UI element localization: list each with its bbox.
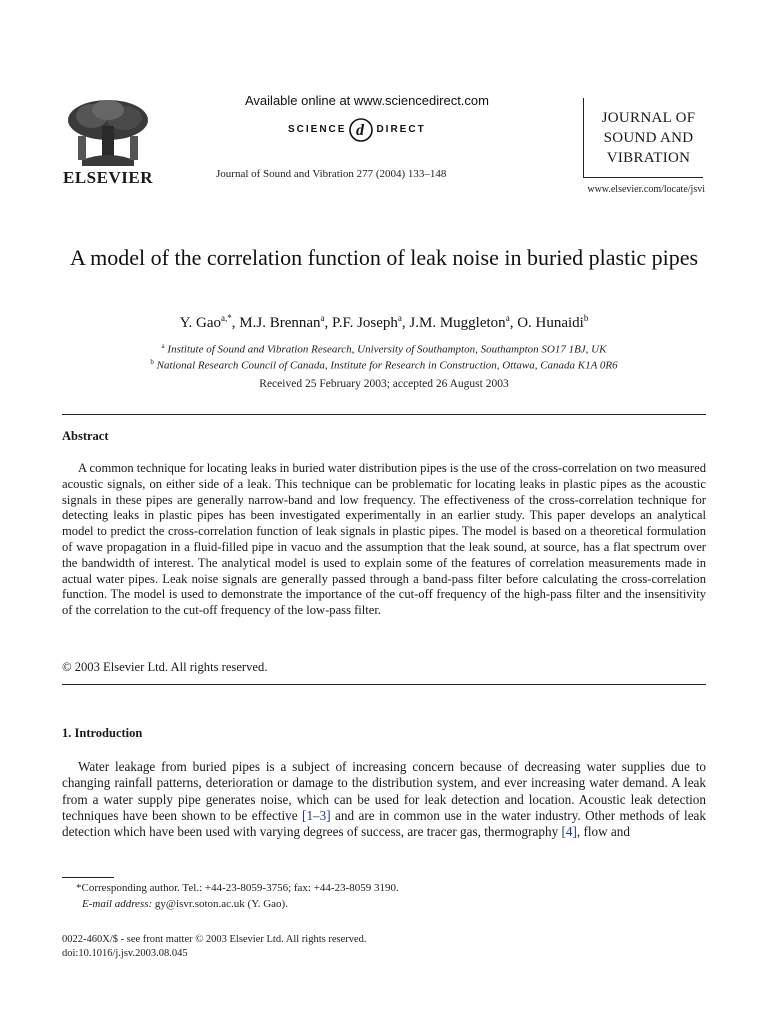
- svg-text:d: d: [356, 122, 367, 139]
- sd-left-text: SCIENCE: [288, 123, 347, 135]
- email-note: [62, 898, 706, 910]
- corresponding-author-note: *Corresponding author. Tel.: +44-23-8059-3756; fax: +44-23-8059 3190.: [76, 882, 399, 894]
- author-name: M.J. Brennan: [239, 315, 321, 331]
- author-name: J.M. Muggleton: [409, 315, 506, 331]
- journal-url-link[interactable]: www.elsevier.com/locate/jsvi: [587, 184, 705, 195]
- citation-link[interactable]: [1–3]: [302, 807, 331, 823]
- affiliation-text: National Research Council of Canada, Institute for Research in Construction, Ottawa, Canada K1A 0R6: [156, 359, 618, 372]
- author-affil-mark: a: [320, 313, 325, 323]
- affiliation-b: [60, 358, 708, 372]
- affiliation-text: Institute of Sound and Vibration Research, University of Southampton, Southampton SO17 1BJ, UK: [167, 343, 607, 356]
- journal-title-line: SOUND AND: [603, 130, 694, 146]
- author-affil-mark: a: [505, 313, 510, 323]
- divider: [62, 414, 706, 415]
- introduction-body: [62, 759, 706, 840]
- journal-reference: Journal of Sound and Vibration 277 (2004) 133–148: [216, 168, 447, 180]
- abstract-text: A common technique for locating leaks in buried water distribution pipes is the use of the cross-correlation on two measured acoustic signals, on either side of a leak. This technique can be problematic for locating leaks in plastic pipes as the acoustic signals in these pipes are generally narrow-band and low frequency. The effectiveness of the cross-correlation technique for detecting leaks in plastic pipes has been investigated experimentally in an earlier study. This paper develops an analytical model to predict the cross-correlation function of leak signals in plastic pipes. The model is based on a theoretical formulation of wave propagation in a fluid-filled pipe in vacuo and the assumption that the leak sound, at source, has a flat spectrum over the bandwidth of interest. The analytical model is used to explain some of the features of correlation measurements made in actual water pipes. Leak noise signals are generally passed through a band-pass filter before calculating the cross-correlation function. The model is used to demonstrate the importance of the cut-off frequency of the high-pass filter and the insensitivity of the correlation to the cut-off frequency of the low-pass filter.: [62, 461, 706, 618]
- sciencedirect-at-icon: [348, 116, 374, 142]
- intro-text: Water leakage from buried pipes is a subject of increasing concern because of decreasing water supplies due to changing rainfall patterns, deterioration or damage to the distribution system, and ever increasing water demand. A leak from a water supply pipe generates noise, which can be used for leak detection and location. Acoustic leak detection techniques have been shown to be effective: [62, 759, 706, 823]
- author-name: Y. Gao: [179, 315, 222, 331]
- doi-line[interactable]: doi:10.1016/j.jsv.2003.08.045: [62, 948, 188, 959]
- intro-text: , flow and: [576, 824, 630, 840]
- received-dates: Received 25 February 2003; accepted 26 August 2003: [259, 378, 509, 390]
- divider: [62, 684, 706, 685]
- introduction-paragraph: [62, 759, 706, 840]
- author-affil-mark: a: [397, 313, 402, 323]
- author-list: Y. Gao$^{a,*}$, M.J. Brennan$^a$, P.F. Joseph$^a$, J.M. Muggleton$^a$, O. Hunaidi$^b$: [179, 313, 589, 331]
- journal-title-line: JOURNAL OF: [601, 110, 696, 126]
- abstract-body: [62, 461, 706, 619]
- elsevier-tree-icon: [62, 96, 154, 168]
- section-heading-introduction: 1. Introduction: [62, 726, 143, 740]
- journal-title-box: [583, 98, 703, 178]
- publisher-name: ELSEVIER: [63, 168, 153, 187]
- footnote-divider: [62, 877, 114, 878]
- elsevier-logo: [60, 96, 156, 188]
- intro-text: and are in common use in the water industry. Other methods of leak detection which have been used with varying degrees of success, are tracer gas, thermography: [62, 807, 706, 840]
- article-title: A model of the correlation function of leak noise in buried plastic pipes: [69, 245, 699, 270]
- affiliation-mark: b: [150, 358, 154, 366]
- sd-right-text: DIRECT: [376, 123, 426, 135]
- available-online-text: Available online at www.sciencedirect.com: [245, 93, 489, 108]
- author-name: O. Hunaidi: [517, 315, 584, 331]
- issn-line: 0022-460X/$ - see front matter © 2003 Elsevier Ltd. All rights reserved.: [62, 934, 367, 945]
- author-name: P.F. Joseph: [332, 315, 398, 331]
- email-value[interactable]: gy@isvr.soton.ac.uk (Y. Gao).: [152, 898, 288, 910]
- affiliation-a: [60, 342, 708, 356]
- citation-link[interactable]: [4]: [561, 824, 577, 840]
- affiliation-mark: a: [161, 342, 165, 350]
- email-label: E-mail address:: [82, 898, 153, 910]
- journal-title-line: VIBRATION: [606, 150, 691, 166]
- author-affil-mark: a,*: [221, 313, 232, 323]
- abstract-heading: Abstract: [62, 429, 109, 443]
- sciencedirect-logo: [288, 116, 426, 142]
- abstract-copyright: © 2003 Elsevier Ltd. All rights reserved.: [62, 660, 268, 674]
- author-affil-mark: b: [583, 313, 589, 323]
